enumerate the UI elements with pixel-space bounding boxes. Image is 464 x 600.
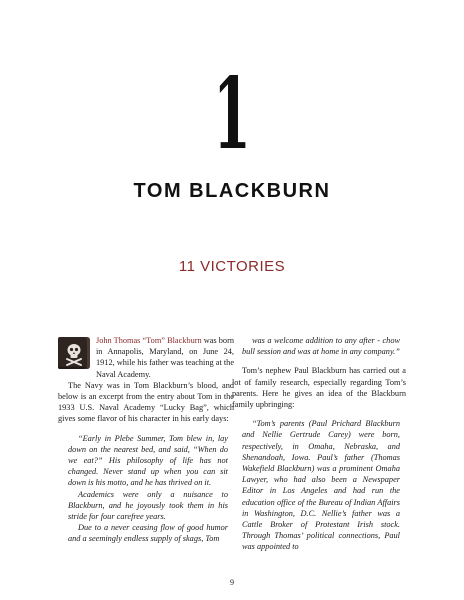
skull-and-crossbones-flag-icon — [58, 337, 90, 369]
left-column — [58, 335, 234, 545]
chapter-title: TOM BLACKBURN — [133, 180, 331, 202]
lucky-bag-quote-2: Academics were only a nuisance to Blackburn, and he joyously took them in his stride for four carefree years. — [68, 489, 228, 522]
lucky-bag-quote-continued: was a welcome addition to any after - chow bull session and was at home in any company.” — [242, 336, 400, 357]
chapter-number: 1 — [213, 57, 251, 172]
navy-paragraph: The Navy was in Tom Blackburn’s blood, and below is an excerpt from the entry about Tom in the 1933 U.S. Naval Academy “Lucky Bag”, which gives some flavor of his character in his early days: — [58, 380, 234, 424]
family-quote: “Tom’s parents (Paul Prichard Blackburn and Nellie Gertrude Carey) were born, respectively, in Omaha, Nebraska, and Shenandoah, Iowa. Paul’s father (Thomas Wakefield Blackburn) was a prominent Omaha Lawyer, who had also been a Newspaper Editor in Los Angeles and had run the education office of the Bureau of Indian Affairs in Washington, D.C. Nellie’s father was a Cattle Broker of Protestant Irish stock. Through Thomas’ political connections, Paul was appointed to — [242, 419, 400, 552]
lucky-bag-quote-3: Due to a never ceasing flow of good humor and a seemingly endless supply of skags, Tom — [68, 523, 228, 544]
lucky-bag-quote-1: “Early in Plebe Summer, Tom blew in, lay down on the nearest bed, and said, “When do we eat?” His philosophy of life has not changed. Never stand up when you can sit down is his motto, and he has thrived on it. — [68, 433, 228, 488]
intro-text: was born in Annapolis, Maryland, on June 24, 1912, while his father was teaching at the Naval Academy. — [96, 336, 234, 379]
nephew-paragraph: Tom’s nephew Paul Blackburn has carried out a lot of family research, especially regarding Tom’s parents. Here he gives an idea of the Blackburn family upbringing: — [232, 366, 406, 410]
chapter-subtitle: 11 VICTORIES — [178, 258, 286, 275]
right-column — [232, 335, 406, 553]
lead-name: John Thomas “Tom” Blackburn — [96, 336, 202, 345]
page-number: 9 — [230, 578, 234, 587]
